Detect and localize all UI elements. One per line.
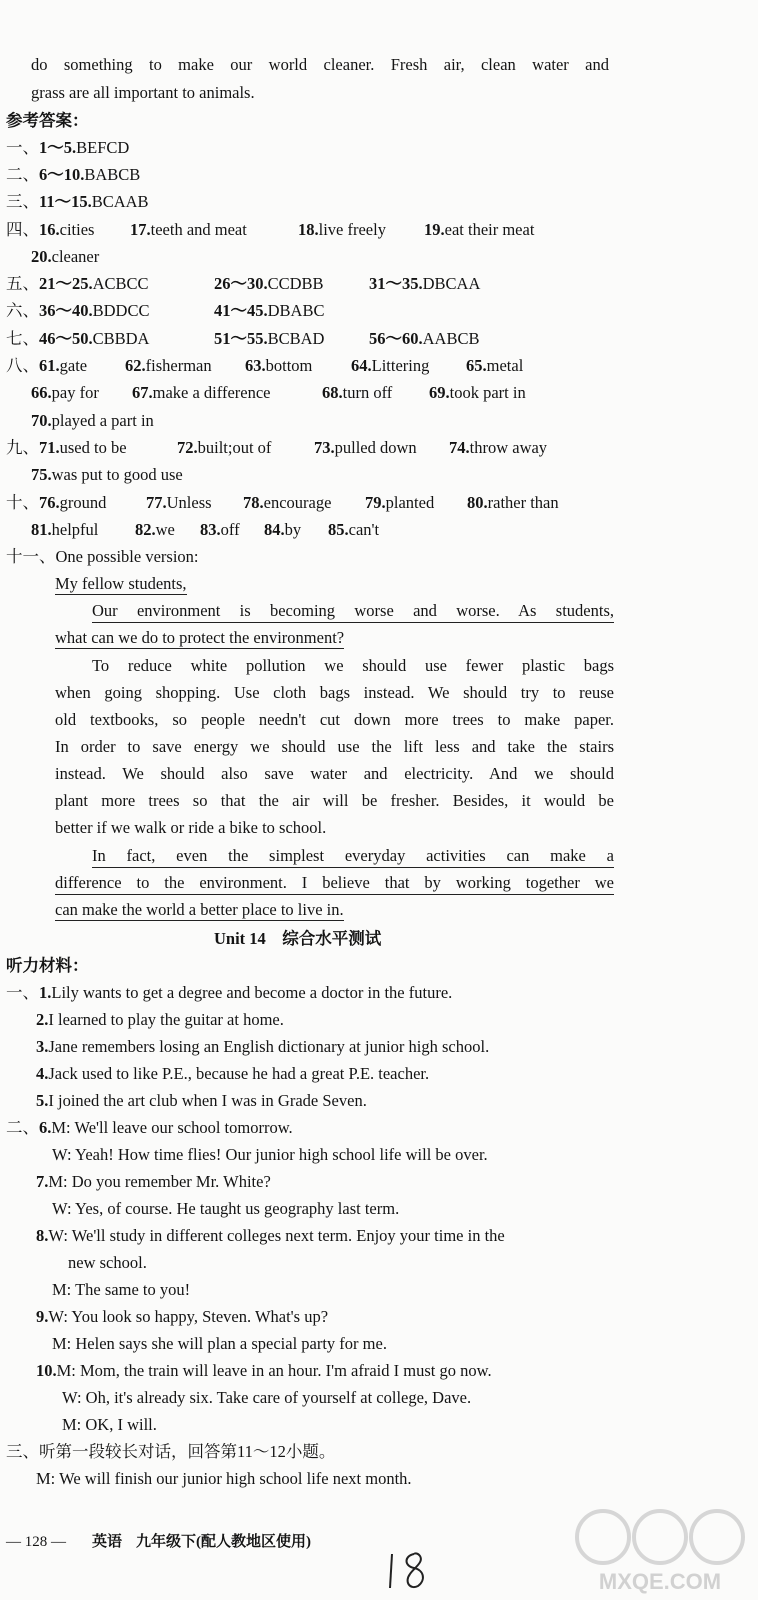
listening-line: M: The same to you! — [52, 1280, 191, 1299]
answer-row: 三、11～15.BCAAB — [6, 192, 149, 211]
listening-line: 9.W: You look so happy, Steven. What's up? — [36, 1307, 329, 1326]
listening-line: W: Yeah! How time flies! Our junior high school life will be over. — [52, 1145, 488, 1164]
svg-text:18: 18 — [384, 1589, 386, 1591]
listening-line: 一、1.Lily wants to get a degree and become a doctor in the future. — [6, 983, 453, 1002]
listening-line: 8.W: We'll study in different colleges next term. Enjoy your time in the — [36, 1226, 505, 1245]
listening-line: 10.M: Mom, the train will leave in an hour. I'm afraid I must go now. — [36, 1361, 492, 1380]
listening-line: 4.Jack used to like P.E., because he had a great P.E. teacher. — [36, 1064, 430, 1083]
answer-row: 十、76.ground 77.Unless 78.encourage 79.planted 80.rather than — [6, 493, 559, 512]
listening-line: W: Yes, of course. He taught us geography last term. — [52, 1199, 400, 1218]
handwritten-number — [384, 1550, 434, 1592]
essay-line: Our environment is becoming worse and worse. As students, — [92, 601, 614, 623]
answer-row: 一、1～5.BEFCD — [6, 138, 130, 157]
footer-subject: 英语 — [92, 1534, 123, 1550]
answer-row: 五、21～25.ACBCC 26～30.CCDBB 31～35.DBCAA — [6, 274, 481, 293]
listening-line: 3.Jane remembers losing an English dictionary at junior high school. — [36, 1037, 490, 1056]
essay-line: can make the world a better place to live in. — [55, 900, 344, 919]
answers-heading: 参考答案： — [6, 111, 89, 130]
listening-line: 三、听第一段较长对话，回答第11～12小题。 — [6, 1442, 336, 1461]
intro-line-2: grass are all important to animals. — [31, 83, 255, 102]
listening-line: M: We will finish our junior high school life next month. — [36, 1469, 412, 1488]
listening-line: new school. — [68, 1253, 147, 1272]
answer-row: 75.was put to good use — [31, 465, 183, 484]
svg-text:MXQE.COM: MXQE.COM — [598, 1569, 722, 1594]
answer-row: 四、16.cities 17.teeth and meat 18.live freely 19.eat their meat — [6, 220, 535, 239]
answer-row: 九、71.used to be 72.built;out of 73.pulled down 74.throw away — [6, 438, 548, 457]
footer-grade: 九年级下(配人教地区使用) — [136, 1534, 312, 1550]
essay-greeting: My fellow students, — [55, 574, 187, 593]
essay-line: difference to the environment. I believe that by working together we — [55, 873, 614, 895]
essay-line: what can we do to protect the environment? — [55, 628, 345, 647]
essay-label: 十一、One possible version: — [6, 547, 199, 566]
answer-row: 20.cleaner — [31, 247, 100, 266]
page-footer — [6, 1530, 311, 1551]
watermark-logo — [565, 1505, 755, 1597]
essay-line: when going shopping. Use cloth bags instead. We should try to reuse — [55, 683, 614, 702]
intro-line-1: do something to make our world cleaner. Fresh air, clean water and — [31, 55, 609, 74]
page-number: — 128 — — [6, 1534, 66, 1550]
essay-line: In order to save energy we should use the lift less and take the stairs — [55, 737, 614, 756]
essay-line: instead. We should also save water and electricity. And we should — [55, 764, 614, 783]
listening-line: 7.M: Do you remember Mr. White? — [36, 1172, 271, 1191]
listening-line: M: Helen says she will plan a special party for me. — [52, 1334, 387, 1353]
answer-row: 81.helpful 82.we 83.off 84.by 85.can't — [31, 520, 380, 539]
essay-line: better if we walk or ride a bike to school. — [55, 818, 327, 837]
listening-line: 二、6.M: We'll leave our school tomorrow. — [6, 1118, 293, 1137]
listening-line: W: Oh, it's already six. Take care of yourself at college, Dave. — [62, 1388, 472, 1407]
essay-line: In fact, even the simplest everyday activities can make a — [92, 846, 614, 868]
listening-heading: 听力材料： — [6, 956, 89, 975]
unit-title: Unit 14 综合水平测试 — [214, 929, 382, 948]
answer-row: 八、61.gate 62.fisherman 63.bottom 64.Littering 65.metal — [6, 356, 524, 375]
listening-line: 5.I joined the art club when I was in Grade Seven. — [36, 1091, 367, 1110]
listening-line: 2.I learned to play the guitar at home. — [36, 1010, 284, 1029]
essay-line: plant more trees so that the air will be fresher. Besides, it would be — [55, 791, 614, 810]
listening-line: M: OK, I will. — [62, 1415, 157, 1434]
answer-row: 70.played a part in — [31, 411, 154, 430]
answer-row: 七、46～50.CBBDA 51～55.BCBAD 56～60.AABCB — [6, 329, 480, 348]
answer-row: 66.pay for 67.make a difference 68.turn off 69.took part in — [31, 383, 526, 402]
answer-row: 二、6～10.BABCB — [6, 165, 141, 184]
essay-line: old textbooks, so people needn't cut down more trees to make paper. — [55, 710, 614, 729]
answer-row: 六、36～40.BDDCC 41～45.DBABC — [6, 301, 325, 320]
essay-line: To reduce white pollution we should use fewer plastic bags — [92, 656, 614, 675]
